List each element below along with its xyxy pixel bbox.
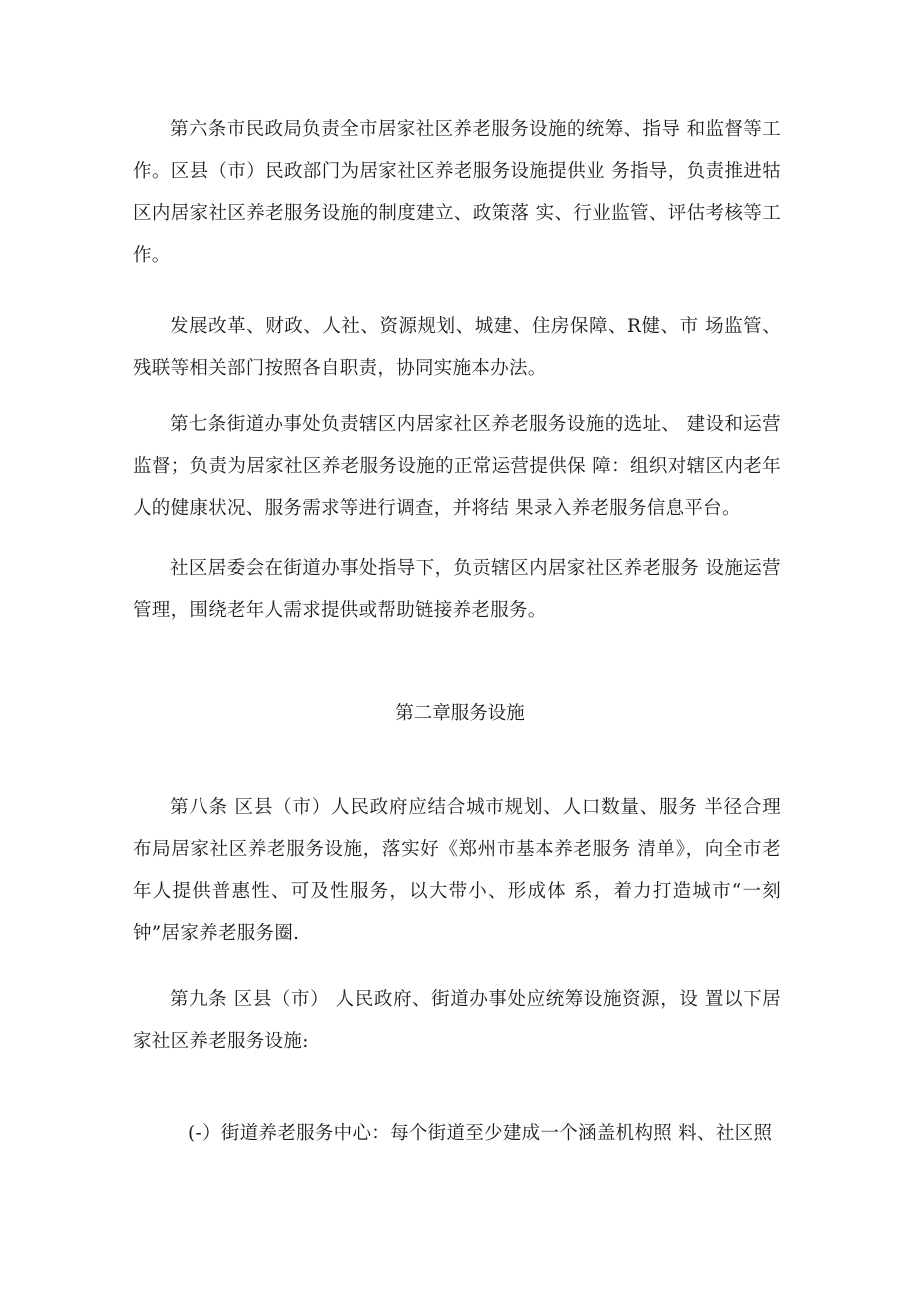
chapter-heading: 第二章服务设施 <box>395 703 525 724</box>
article-7-continuation-paragraph: 社区居委会在街道办事处指导下，负贡辖区内居家社区养老服务 设施运营管理，围绕老年人需求提供或帮助链接养老服务。 <box>133 558 781 621</box>
article-6-paragraph: 第六条市民政局负责全市居家社区养老服务设施的统筹、指导 和监督等工作。区县（市）民政部门为居家社区养老服务设施提供业 务指导，负责推进牯区内居家社区养老服务设施的制度建立、政策落 实、行业监管、评估考核等工作。 <box>133 119 781 266</box>
article-7-paragraph: 第七条街道办事处负责辖区内居家社区养老服务设施的选址、 建设和运营监督；负责为居家社区养老服务设施的正常运营提供保 障：组织对辖区内老年人的健康状况、服务需求等进行调查，并将结 果录入养老服务信息平台。 <box>133 414 781 519</box>
article-8-paragraph: 第八条 区县（市）人民政府应结合城市规划、人口数量、服务 半径合理布局居家社区养老服务设施，落实好《郑州市基本养老服务 清单》，向全市老年人提供普惠性、可及性服务，以大带小、形成体 系，着力打造城市“一刻钟”居家养老服务圈. <box>133 797 781 944</box>
article-9-paragraph: 第九条 区县（市） 人民政府、街道办事处应统筹设施资源，设 置以下居家社区养老服务设施: <box>133 989 781 1052</box>
list-item-1-paragraph: (-）街道养老服务中心：每个街道至少建成一个涵盖机构照 料、社区照 <box>188 1123 773 1144</box>
article-6-continuation-paragraph: 发展改革、财政、人社、资源规划、城建、住房保障、R健、市 场监管、残联等相关部门按照各自职责，协同实施本办法。 <box>133 316 781 379</box>
